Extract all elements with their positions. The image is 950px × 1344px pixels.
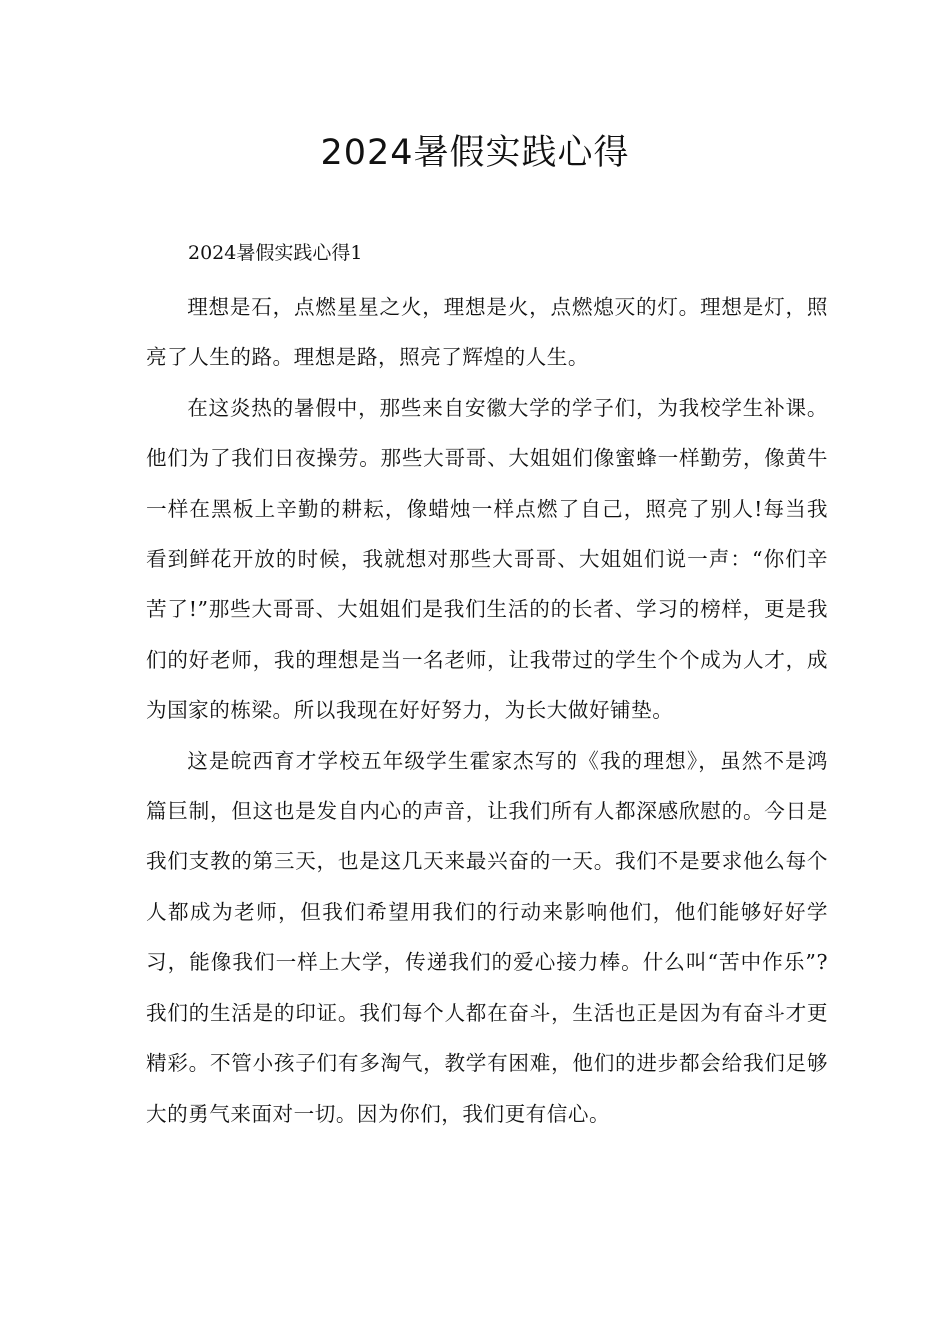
document-title: 2024暑假实践心得: [320, 133, 630, 173]
section-heading: 2024暑假实践心得1: [188, 242, 363, 264]
paragraph-1: 理想是石，点燃星星之火，理想是火，点燃熄灭的灯。理想是灯，照亮了人生的路。理想是路，照亮了辉煌的人生。: [146, 295, 828, 370]
paragraph-3: 这是皖西育才学校五年级学生霍家杰写的《我的理想》，虽然不是鸿篇巨制，但这也是发自内心的声音，让我们所有人都深感欣慰的。今日是我们支教的第三天，也是这几天来最兴奋的一天。我们不是要求他么每个人都成为老师，但我们希望用我们的行动来影响他们，他们能够好好学习，能像我们一样上大学，传递我们的爱心接力棒。什么叫“苦中作乐”?我们的生活是的印证。我们每个人都在奋斗，生活也正是因为有奋斗才更精彩。不管小孩子们有多淘气，教学有困难，他们的进步都会给我们足够大的勇气来面对一切。因为你们，我们更有信心。: [146, 748, 828, 1126]
document-body: [146, 282, 828, 1139]
paragraph-2: 在这炎热的暑假中，那些来自安徽大学的学子们，为我校学生补课。他们为了我们日夜操劳。那些大哥哥、大姐姐们像蜜蜂一样勤劳，像黄牛一样在黑板上辛勤的耕耘，像蜡烛一样点燃了自己，照亮了别人!每当我看到鲜花开放的时候，我就想对那些大哥哥、大姐姐们说一声：“你们辛苦了!”那些大哥哥、大姐姐们是我们生活的的长者、学习的榜样，更是我们的好老师，我的理想是当一名老师，让我带过的学生个个成为人才，成为国家的栋梁。所以我现在好好努力，为长大做好铺垫。: [146, 395, 828, 723]
